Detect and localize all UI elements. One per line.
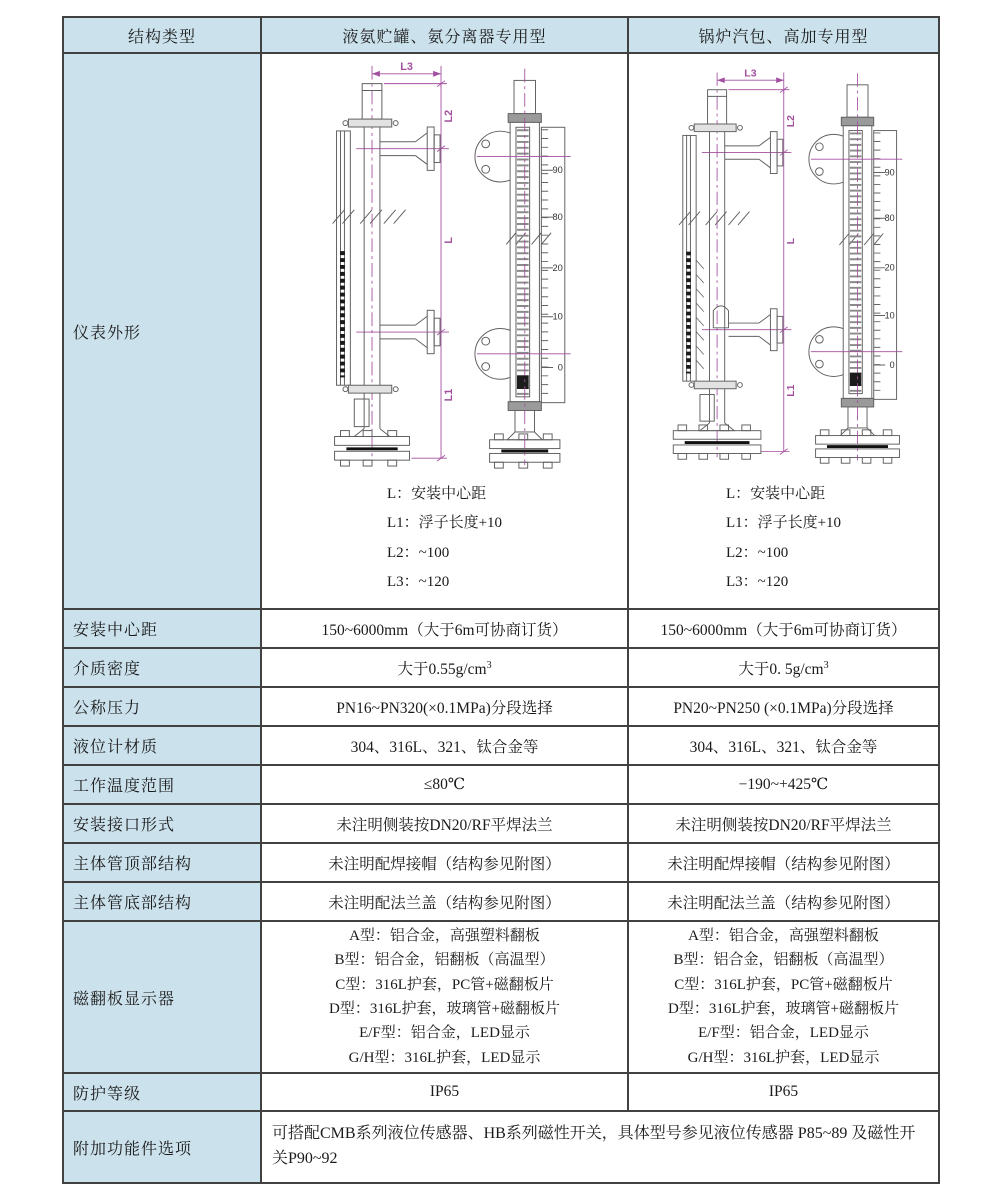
row-label: 主体管底部结构 [63, 882, 261, 921]
row-label: 安装中心距 [63, 609, 261, 648]
cell-ammonia: 150~6000mm（大于6m可协商订货） [261, 609, 628, 648]
drawings-ammonia [262, 58, 627, 470]
type-line: B型：铝合金，铝翻板（高温型） [673, 952, 894, 969]
cell-additional-options: 可搭配CMB系列液位传感器、HB系列磁性开关，具体型号参见液位传感器 P85~89 及磁性开关P90~92 [261, 1111, 939, 1183]
scale-20: 20 [884, 262, 895, 273]
appearance-cell-ammonia [261, 53, 628, 609]
spec-row-medium-density [63, 648, 939, 687]
type-line: G/H型：316L护套，LED显示 [687, 1049, 880, 1066]
scale-90: 90 [884, 167, 895, 178]
dim-label-l2: L2 [442, 109, 455, 123]
header-structure-type: 结构类型 [63, 17, 261, 53]
legend-line-l: L：安装中心距 [725, 486, 826, 502]
scale-0: 0 [557, 362, 563, 373]
legend-line-l2: L2：~100 [725, 544, 789, 561]
row-label: 磁翻板显示器 [63, 921, 261, 1073]
legend-line-l1: L1：浮子长度+10 [386, 515, 503, 532]
cell-ammonia: 304、316L、321、钛合金等 [261, 726, 628, 765]
scale-10: 10 [552, 311, 563, 322]
dim-label-l: L [442, 237, 455, 244]
front-view-drawing-ammonia [473, 58, 598, 470]
spec-row-gauge-material [63, 726, 939, 765]
cell-ammonia: ≤80℃ [261, 765, 628, 804]
scale-10: 10 [884, 310, 895, 321]
cell-boiler: 未注明配焊接帽（结构参见附图） [628, 843, 939, 882]
spec-row-install-distance [63, 609, 939, 648]
spec-sheet-page [62, 16, 940, 1184]
scale-80: 80 [552, 212, 563, 223]
row-label: 介质密度 [63, 648, 261, 687]
cell-boiler [628, 921, 939, 1073]
spec-row-mounting-interface [63, 804, 939, 843]
type-line: B型：铝合金，铝翻板（高温型） [334, 952, 555, 969]
spec-table [62, 16, 940, 1184]
appearance-row [63, 53, 939, 609]
cell-boiler: PN20~PN250 (×0.1MPa)分段选择 [628, 687, 939, 726]
type-line: C型：316L护套，PC管+磁翻板片 [335, 976, 554, 993]
row-label: 公称压力 [63, 687, 261, 726]
type-line: C型：316L护套，PC管+磁翻板片 [674, 976, 893, 993]
spec-row-protection-rating [63, 1073, 939, 1111]
legend-ammonia [387, 480, 502, 597]
side-view-drawing-ammonia [291, 58, 457, 470]
cell-boiler: 150~6000mm（大于6m可协商订货） [628, 609, 939, 648]
legend-line-l: L：安装中心距 [386, 486, 487, 502]
cell-ammonia [261, 648, 628, 687]
cell-ammonia: 未注明配焊接帽（结构参见附图） [261, 843, 628, 882]
row-label: 附加功能件选项 [63, 1111, 261, 1183]
dim-label-l1: L1 [785, 384, 797, 397]
density-sup: 3 [486, 659, 492, 671]
spec-row-working-temperature [63, 765, 939, 804]
row-label-appearance: 仪表外形 [63, 53, 261, 609]
type-line: A型：铝合金，高强塑料翻板 [349, 928, 540, 945]
cell-boiler [628, 648, 939, 687]
density-value: 大于0. 5g/cm [738, 660, 824, 678]
row-label: 安装接口形式 [63, 804, 261, 843]
density-sup: 3 [823, 659, 829, 671]
legend-boiler [726, 480, 841, 597]
legend-line-l3: L3：~120 [725, 573, 789, 590]
type-line: D型：316L护套，玻璃管+磁翻板片 [329, 1001, 560, 1017]
cell-boiler: IP65 [628, 1073, 939, 1111]
scale-90: 90 [552, 165, 563, 176]
gauge-body [333, 84, 440, 466]
cell-ammonia: 未注明配法兰盖（结构参见附图） [261, 882, 628, 921]
cell-ammonia [261, 921, 628, 1073]
type-line: E/F型：铝合金，LED显示 [698, 1025, 869, 1042]
cell-ammonia: 未注明侧装按DN20/RF平焊法兰 [261, 804, 628, 843]
cell-ammonia: PN16~PN320(×0.1MPa)分段选择 [261, 687, 628, 726]
type-line: E/F型：铝合金，LED显示 [359, 1025, 530, 1042]
spec-row-flapper-display [63, 921, 939, 1073]
density-value: 大于0.55g/cm [397, 660, 487, 678]
cell-boiler: 未注明侧装按DN20/RF平焊法兰 [628, 804, 939, 843]
legend-line-l3: L3：~120 [386, 573, 450, 590]
row-label: 工作温度范围 [63, 765, 261, 804]
spec-row-tube-top-structure [63, 843, 939, 882]
header-ammonia-type: 液氨贮罐、氨分离器专用型 [261, 17, 628, 53]
header-boiler-type: 锅炉汽包、高加专用型 [628, 17, 939, 53]
drawings-boiler [629, 58, 938, 470]
dim-label-l3: L3 [743, 68, 757, 80]
row-label: 主体管顶部结构 [63, 843, 261, 882]
dim-label-l2: L2 [785, 115, 797, 128]
appearance-cell-boiler [628, 53, 939, 609]
gauge-front-body [490, 80, 565, 468]
scale-0: 0 [889, 359, 895, 370]
spec-row-tube-bottom-structure [63, 882, 939, 921]
cell-boiler: 304、316L、321、钛合金等 [628, 726, 939, 765]
header-row [63, 17, 939, 53]
row-label: 液位计材质 [63, 726, 261, 765]
type-line: G/H型：316L护套，LED显示 [348, 1049, 541, 1066]
scale-20: 20 [552, 262, 563, 273]
scale-80: 80 [884, 213, 895, 224]
side-view-drawing-boiler [639, 58, 799, 470]
float-indicator [849, 373, 860, 386]
type-line: D型：316L护套，玻璃管+磁翻板片 [668, 1001, 899, 1017]
dim-label-l: L [785, 237, 797, 245]
type-line: A型：铝合金，高强塑料翻板 [688, 928, 879, 945]
spec-row-nominal-pressure [63, 687, 939, 726]
dim-label-l3: L3 [400, 60, 413, 73]
legend-line-l2: L2：~100 [386, 544, 450, 561]
row-label: 防护等级 [63, 1073, 261, 1111]
legend-line-l1: L1：浮子长度+10 [725, 515, 842, 532]
cell-boiler: −190~+425℃ [628, 765, 939, 804]
cell-ammonia: IP65 [261, 1073, 628, 1111]
cell-boiler: 未注明配法兰盖（结构参见附图） [628, 882, 939, 921]
dim-label-l1: L1 [442, 388, 455, 402]
float-indicator [517, 375, 529, 389]
front-view-drawing-boiler [807, 58, 929, 470]
spec-row-additional-options [63, 1111, 939, 1183]
